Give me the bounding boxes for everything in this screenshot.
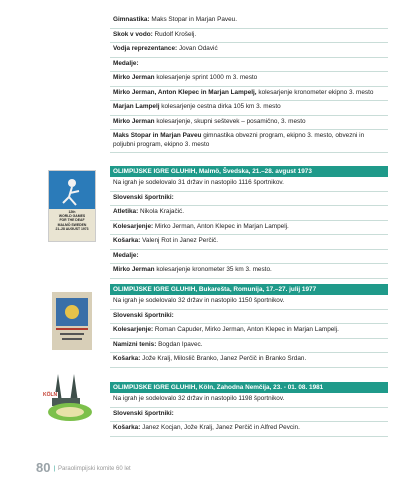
section-header: OLIMPIJSKE IGRE GLUHIH, Malmö, Švedska, 21.–28. avgust 1973 [110, 166, 388, 177]
page-footer [36, 460, 131, 475]
bucharest-1977-poster [52, 292, 92, 350]
list-item: Na igrah je sodelovalo 32 držav in nastopilo 1150 športnikov. [110, 295, 388, 310]
list-item: Skok v vodo: Rudolf Krošelj. [110, 29, 388, 44]
malmo-1973-poster [48, 170, 96, 242]
list-item: Košarka: Janez Kocjan, Jože Kralj, Janez Perčič in Alfred Pevcin. [110, 422, 388, 437]
list-item: Košarka: Valenj Rot in Janez Perčič. [110, 235, 388, 250]
section-bucharest-1977 [110, 284, 388, 368]
list-item: Mirko Jerman kolesarjenje sprint 1000 m 3. mesto [110, 72, 388, 87]
list-item: Slovenski športniki: [110, 408, 388, 423]
list-item: Maks Stopar in Marjan Paveu gimnastika obvezni program, ekipno 3. mesto, obvezni in poljubni program, ekipno 3. mesto [110, 130, 388, 153]
list-item: Kolesarjenje: Roman Capuder, Mirko Jerman, Anton Klepec in Marjan Lampelj. [110, 324, 388, 339]
list-item: Namizni tenis: Bogdan Ipavec. [110, 339, 388, 354]
koln-1981-poster [40, 372, 96, 424]
list-item: Mirko Jerman, Anton Klepec in Marjan Lampelj, kolesarjenje kronometer ekipno 3. mesto [110, 87, 388, 102]
list-item: Na igrah je sodelovalo 31 držav in nastopilo 1116 športnikov. [110, 177, 388, 192]
footer-separator: | [53, 466, 56, 472]
list-item: Mirko Jerman kolesarjenje kronometer 35 km 3. mesto. [110, 264, 388, 279]
poster-artwork-icon [52, 292, 92, 350]
poster-text: 12th WORLD GAMES FOR THE DEAF MALMÖ SWEDEN 21–28 AUGUST 1973 [55, 210, 89, 231]
cathedral-icon [40, 372, 96, 424]
list-item: Mirko Jerman kolesarjenje, skupni seštevek – posamično, 3. mesto [110, 116, 388, 131]
section-malmo-1973 [110, 166, 388, 279]
poster-text: KÖLN [43, 392, 58, 398]
list-item: Slovenski športniki: [110, 310, 388, 325]
list-item: Gimnastika: Maks Stopar in Marjan Paveu. [110, 14, 388, 29]
footer-title: Paraolimpijski komite 60 let [58, 466, 131, 472]
section-header: OLIMPIJSKE IGRE GLUHIH, Köln, Zahodna Nemčija, 23. - 01. 08. 1981 [110, 382, 388, 393]
list-item: Na igrah je sodelovalo 32 držav in nastopilo 1198 športnikov. [110, 393, 388, 408]
list-item: Medalje: [110, 250, 388, 265]
list-item: Košarka: Jože Kralj, Miloslič Branko, Janez Perčič in Branko Srdan. [110, 353, 388, 368]
list-item: Vodja reprezentance: Jovan Odavić [110, 43, 388, 58]
page-number: 80 [36, 460, 51, 475]
section-koln-1981 [110, 382, 388, 437]
list-item: Marjan Lampelj kolesarjenje cestna dirka 105 km 3. mesto [110, 101, 388, 116]
list-item: Kolesarjenje: Mirko Jerman, Anton Klepec in Marjan Lampelj. [110, 221, 388, 236]
list-item: Slovenski športniki: [110, 192, 388, 207]
list-item: Medalje: [110, 58, 388, 73]
section-header: OLIMPIJSKE IGRE GLUHIH, Bukarešta, Romunija, 17.–27. julij 1977 [110, 284, 388, 295]
list-item: Atletika: Nikola Krajačić. [110, 206, 388, 221]
section-1-list [110, 14, 388, 153]
